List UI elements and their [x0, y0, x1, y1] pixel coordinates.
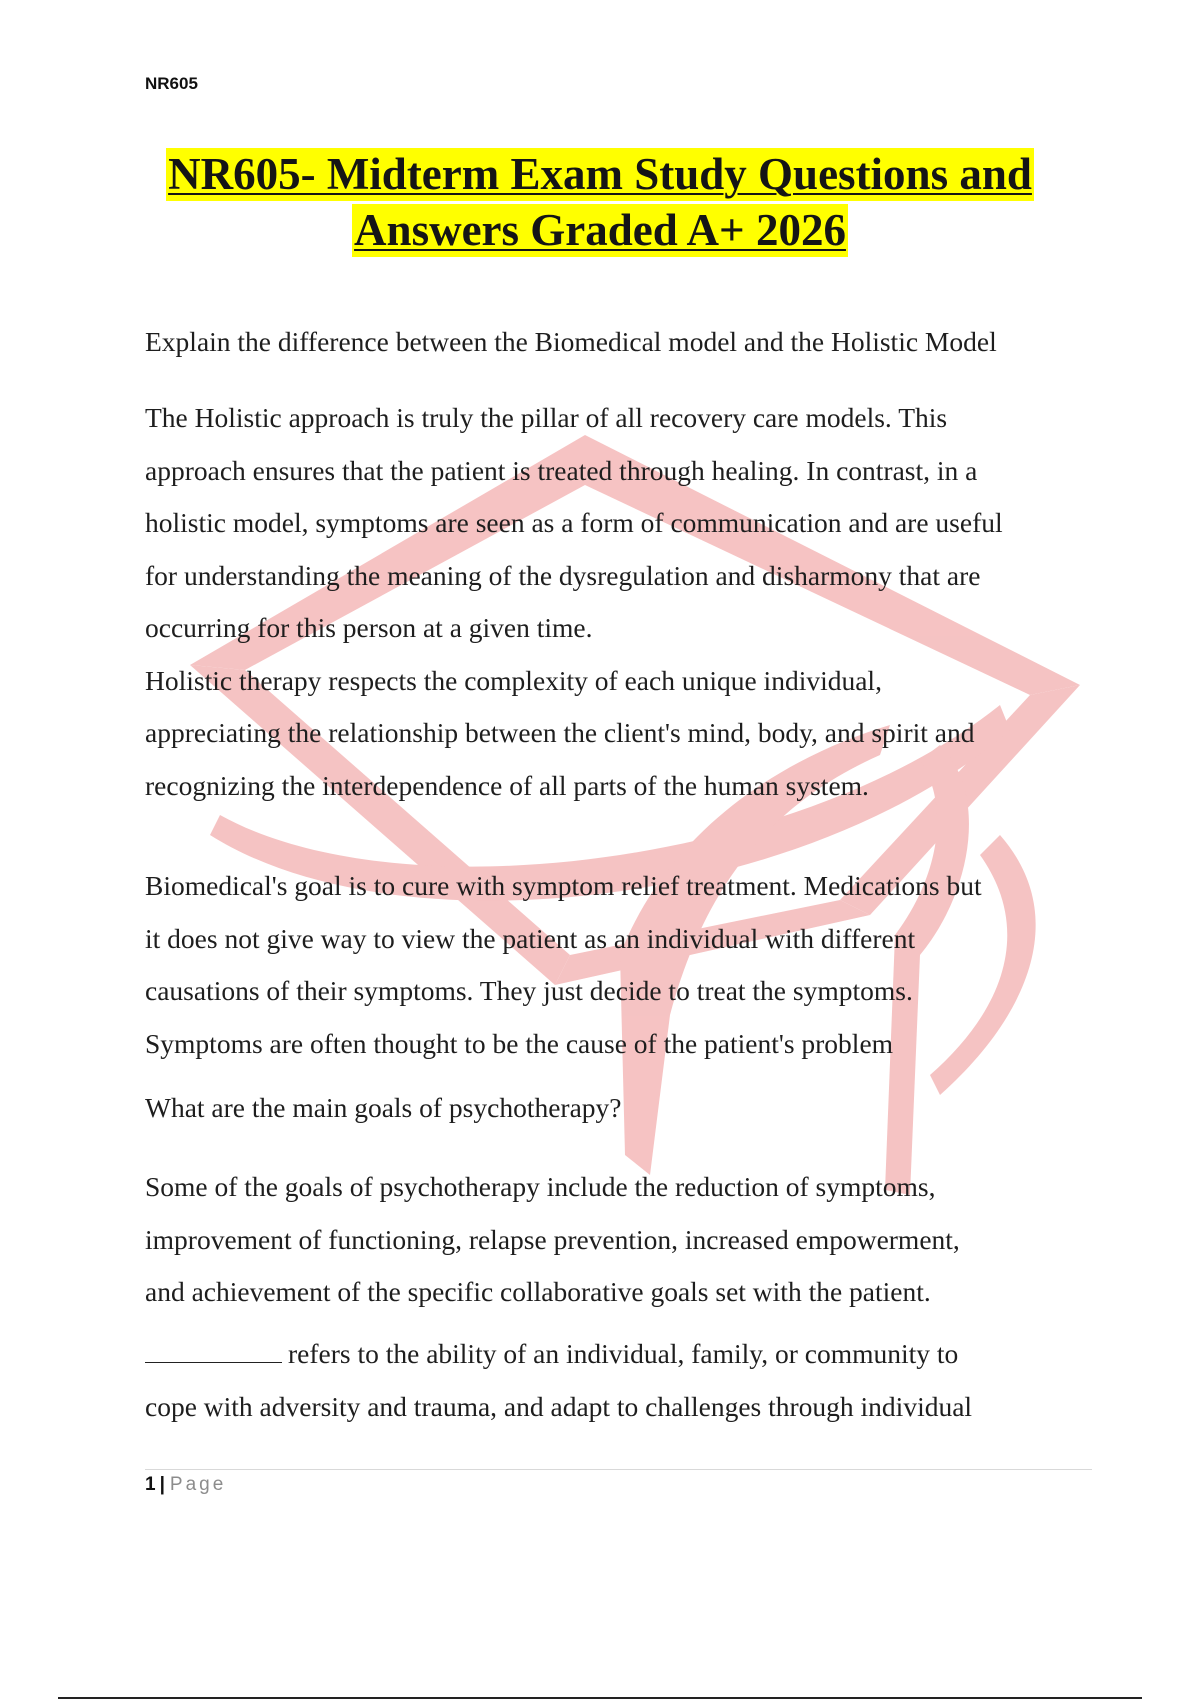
- footer-separator: |: [159, 1474, 165, 1495]
- answer-2: [145, 1161, 1105, 1319]
- page-number: 1: [145, 1474, 156, 1495]
- question-3-line-1: [145, 1328, 1105, 1381]
- title-line-2: Answers Graded A+ 2026: [354, 205, 846, 255]
- answer-line: approach ensures that the patient is treated through healing. In contrast, in a: [145, 454, 978, 486]
- fill-in-blank: [145, 1340, 282, 1363]
- question-2: What are the main goals of psychotherapy?: [145, 1092, 622, 1123]
- answer-line: Holistic therapy respects the complexity of each unique individual,: [145, 664, 882, 696]
- title-line-1: NR605- Midterm Exam Study Questions and: [168, 149, 1032, 199]
- answer-line: Biomedical's goal is to cure with symptom relief treatment. Medications but: [145, 870, 982, 901]
- answer-line: The Holistic approach is truly the pillar of all recovery care models. This: [145, 402, 948, 433]
- document-title: [100, 148, 1100, 257]
- page-label: Page: [169, 1474, 227, 1495]
- question-3-text: refers to the ability of an individual, family, or community to: [288, 1338, 959, 1369]
- page-bottom-edge: [58, 1697, 1142, 1699]
- answer-line: causations of their symptoms. They just decide to treat the symptoms.: [145, 975, 913, 1006]
- question-3-line-2: cope with adversity and trauma, and adapt to challenges through individual: [145, 1390, 973, 1422]
- answer-line: and achievement of the specific collaborative goals set with the patient.: [145, 1276, 931, 1307]
- page-footer: [145, 1474, 226, 1496]
- answer-line: Some of the goals of psychotherapy include the reduction of symptoms,: [145, 1171, 936, 1202]
- answer-1: [145, 392, 1105, 812]
- question-3: [145, 1328, 1105, 1433]
- answer-line: improvement of functioning, relapse prevention, increased empowerment,: [145, 1223, 960, 1255]
- answer-line: for understanding the meaning of the dysregulation and disharmony that are: [145, 559, 981, 591]
- answer-line: occurring for this person at a given time.: [145, 612, 593, 643]
- header-course-code: NR605: [145, 74, 198, 93]
- question-1: Explain the difference between the Biomedical model and the Holistic Model: [145, 326, 997, 357]
- answer-1-biomedical: [145, 860, 1105, 1070]
- answer-line: appreciating the relationship between the client's mind, body, and spirit and: [145, 717, 975, 748]
- answer-line: it does not give way to view the patient as an individual with different: [145, 922, 916, 954]
- answer-line: holistic model, symptoms are seen as a form of communication and are useful: [145, 507, 1003, 538]
- answer-line: recognizing the interdependence of all parts of the human system.: [145, 769, 869, 801]
- answer-line: Symptoms are often thought to be the cause of the patient's problem: [145, 1027, 894, 1059]
- footer-divider: [145, 1469, 1092, 1470]
